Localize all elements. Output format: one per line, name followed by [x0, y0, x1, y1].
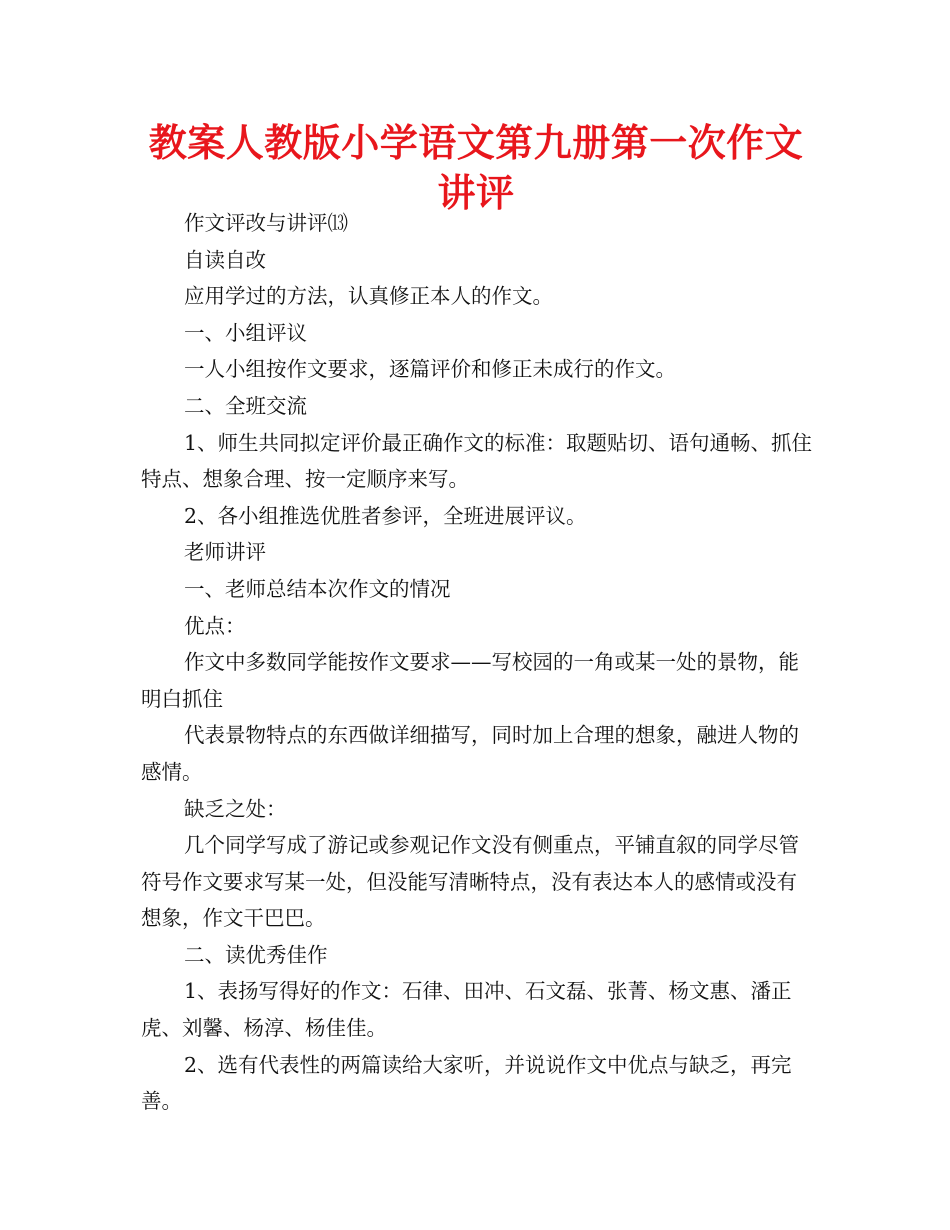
- paragraph: 2、各小组推选优胜者参评，全班进展评议。: [184, 503, 587, 528]
- paragraph: 一、老师总结本次作文的情况: [184, 576, 451, 601]
- paragraph: 1、表扬写得好的作文：石律、田冲、石文磊、张菁、杨文惠、潘正虎、刘馨、杨淳、杨佳佳。: [141, 979, 792, 1041]
- document-title: 教案人教版小学语文第九册第一次作文讲评: [148, 121, 804, 215]
- paragraph: 作文评改与讲评⒀: [184, 211, 348, 235]
- document-body: [141, 205, 817, 1120]
- paragraph: 一人小组按作文要求，逐篇评价和修正未成行的作文。: [184, 357, 676, 382]
- paragraph: 二、读优秀佳作: [184, 942, 328, 967]
- paragraph: 作文中多数同学能按作文要求——写校园的一角或某一处的景物，能明白抓住: [141, 650, 799, 711]
- paragraph: 自读自改: [184, 247, 266, 272]
- paragraph: 一、小组评议: [184, 320, 307, 345]
- paragraph: 几个同学写成了游记或参观记作文没有侧重点，平铺直叙的同学尽管符号作文要求写某一处，但没能写清晰特点，没有表达本人的感情或没有想象，作文干巴巴。: [141, 833, 799, 931]
- paragraph: 代表景物特点的东西做详细描写，同时加上合理的想象，融进人物的感情。: [141, 723, 799, 784]
- paragraph: 优点：: [184, 613, 246, 638]
- paragraph: 缺乏之处：: [184, 796, 287, 821]
- paragraph: 老师讲评: [184, 540, 266, 565]
- paragraph: 1、师生共同拟定评价最正确作文的标准：取题贴切、语句通畅、抓住特点、想象合理、按一定顺序来写。: [141, 430, 813, 492]
- paragraph: 二、全班交流: [184, 393, 307, 418]
- paragraph: 应用学过的方法，认真修正本人的作文。: [184, 284, 553, 309]
- paragraph: 2、选有代表性的两篇读给大家听，并说说作文中优点与缺乏，再完善。: [141, 1052, 792, 1114]
